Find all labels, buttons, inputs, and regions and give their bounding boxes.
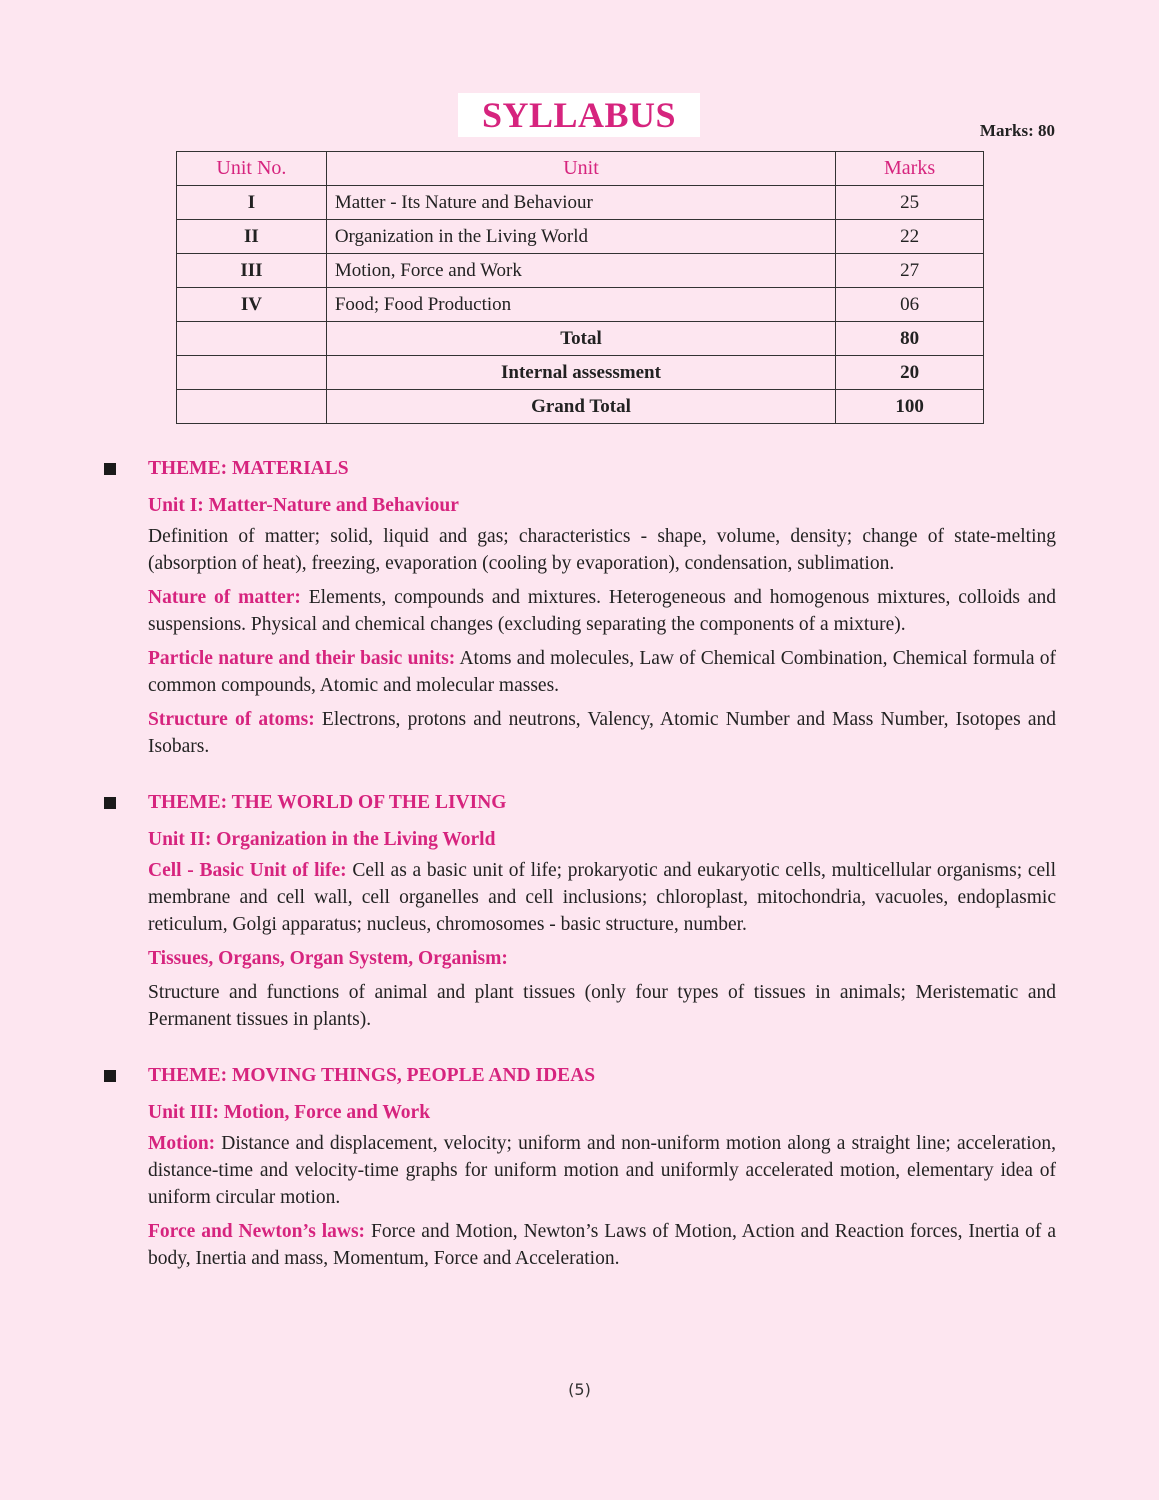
internal-label: Internal assessment xyxy=(326,356,835,390)
unit-name-cell: Organization in the Living World xyxy=(326,220,835,254)
unit-name-cell: Matter - Its Nature and Behaviour xyxy=(326,186,835,220)
marks-note: Marks: 80 xyxy=(979,121,1055,140)
page-number: (5) xyxy=(568,1380,591,1399)
empty-cell xyxy=(177,356,327,390)
paragraph-lead: Tissues, Organs, Organ System, Organism: xyxy=(148,948,508,969)
empty-cell xyxy=(177,390,327,424)
marks-cell: 22 xyxy=(836,220,984,254)
paragraph-lead: Nature of matter: xyxy=(148,587,301,608)
paragraph-lead: Particle nature and their basic units: xyxy=(148,648,456,669)
paragraph-lead: Cell - Basic Unit of life: xyxy=(148,860,347,881)
total-row xyxy=(177,322,984,356)
empty-cell xyxy=(177,322,327,356)
paragraph-lead: Structure of atoms: xyxy=(148,709,315,730)
unit-name-cell: Motion, Force and Work xyxy=(326,254,835,288)
table-row xyxy=(177,220,984,254)
square-bullet-icon xyxy=(104,1070,116,1082)
table-row xyxy=(177,254,984,288)
grand-total-label: Grand Total xyxy=(326,390,835,424)
table-row xyxy=(177,186,984,220)
marks-cell: 06 xyxy=(836,288,984,322)
table-row xyxy=(177,288,984,322)
paragraph xyxy=(148,706,1056,760)
paragraph xyxy=(148,857,1056,938)
grand-total-row xyxy=(177,390,984,424)
paragraph-text: Cell as a basic unit of life; prokaryotic and eukaryotic cells, multicellular organisms; cell membrane and cell wall, cell organelles and cell inclusions; chloroplast, mitochondria, vacuoles, endoplasmic reticulum, Golgi apparatus; nucleus, chromosomes - basic structure, number. xyxy=(148,860,1057,935)
square-bullet-icon xyxy=(104,797,116,809)
grand-total-value: 100 xyxy=(836,390,984,424)
internal-value: 20 xyxy=(836,356,984,390)
paragraph-text: Force and Motion, Newton’s Laws of Motion, Action and Reaction forces, Inertia of a body, Inertia and mass, Momentum, Force and Acceleration. xyxy=(148,1221,1056,1269)
header-unit-no: Unit No. xyxy=(177,152,327,186)
theme-title: THEME: THE WORLD OF THE LIVING xyxy=(148,792,507,813)
paragraph xyxy=(148,945,1056,972)
paragraph-text: Definition of matter; solid, liquid and gas; characteristics - shape, volume, density; change of state-melting (absorption of heat), freezing, evaporation (cooling by evaporation), condensation, sublimation. xyxy=(148,526,1056,574)
unit-heading: Unit III: Motion, Force and Work xyxy=(148,1102,431,1123)
theme-title: THEME: MOVING THINGS, PEOPLE AND IDEAS xyxy=(148,1065,596,1086)
total-label: Total xyxy=(326,322,835,356)
total-value: 80 xyxy=(836,322,984,356)
paragraph-text: Electrons, protons and neutrons, Valency, Atomic Number and Mass Number, Isotopes and Isobars. xyxy=(148,709,1056,757)
unit-no-cell: III xyxy=(177,254,327,288)
unit-no-cell: II xyxy=(177,220,327,254)
paragraph-text: Atoms and molecules, Law of Chemical Combination, Chemical formula of common compounds, Atomic and molecular masses. xyxy=(148,648,1056,696)
syllabus-table xyxy=(176,151,984,424)
paragraph xyxy=(148,1130,1056,1211)
unit-heading: Unit I: Matter-Nature and Behaviour xyxy=(148,495,459,516)
unit-name-cell: Food; Food Production xyxy=(326,288,835,322)
page-title: SYLLABUS xyxy=(481,95,677,135)
title-box xyxy=(458,93,700,137)
paragraph-lead: Force and Newton’s laws: xyxy=(148,1221,366,1242)
unit-heading: Unit II: Organization in the Living World xyxy=(148,829,496,850)
paragraph xyxy=(148,584,1056,638)
theme-title: THEME: MATERIALS xyxy=(148,458,349,479)
paragraph-text: Distance and displacement, velocity; uniform and non-uniform motion along a straight line; acceleration, distance-time and velocity-time graphs for uniform motion and uniformly accelerated motion, elementary idea of uniform circular motion. xyxy=(148,1133,1056,1208)
paragraph-text: Elements, compounds and mixtures. Heterogeneous and homogenous mixtures, colloids and suspensions. Physical and chemical changes (excluding separating the components of a mixture). xyxy=(148,587,1056,635)
marks-cell: 25 xyxy=(836,186,984,220)
header-marks: Marks xyxy=(836,152,984,186)
unit-no-cell: IV xyxy=(177,288,327,322)
theme-heading xyxy=(148,789,1056,816)
paragraph xyxy=(148,645,1056,699)
table-header-row xyxy=(177,152,984,186)
internal-row xyxy=(177,356,984,390)
syllabus-content xyxy=(148,455,1056,1279)
paragraph-lead: Motion: xyxy=(148,1133,216,1154)
square-bullet-icon xyxy=(104,463,116,475)
header-unit: Unit xyxy=(326,152,835,186)
paragraph xyxy=(148,979,1056,1033)
paragraph-text: Structure and functions of animal and plant tissues (only four types of tissues in animals; Meristematic and Permanent tissues in plants). xyxy=(148,982,1056,1030)
marks-cell: 27 xyxy=(836,254,984,288)
theme-heading xyxy=(148,455,1056,482)
paragraph xyxy=(148,1218,1056,1272)
theme-heading xyxy=(148,1062,1056,1089)
paragraph xyxy=(148,523,1056,577)
unit-no-cell: I xyxy=(177,186,327,220)
